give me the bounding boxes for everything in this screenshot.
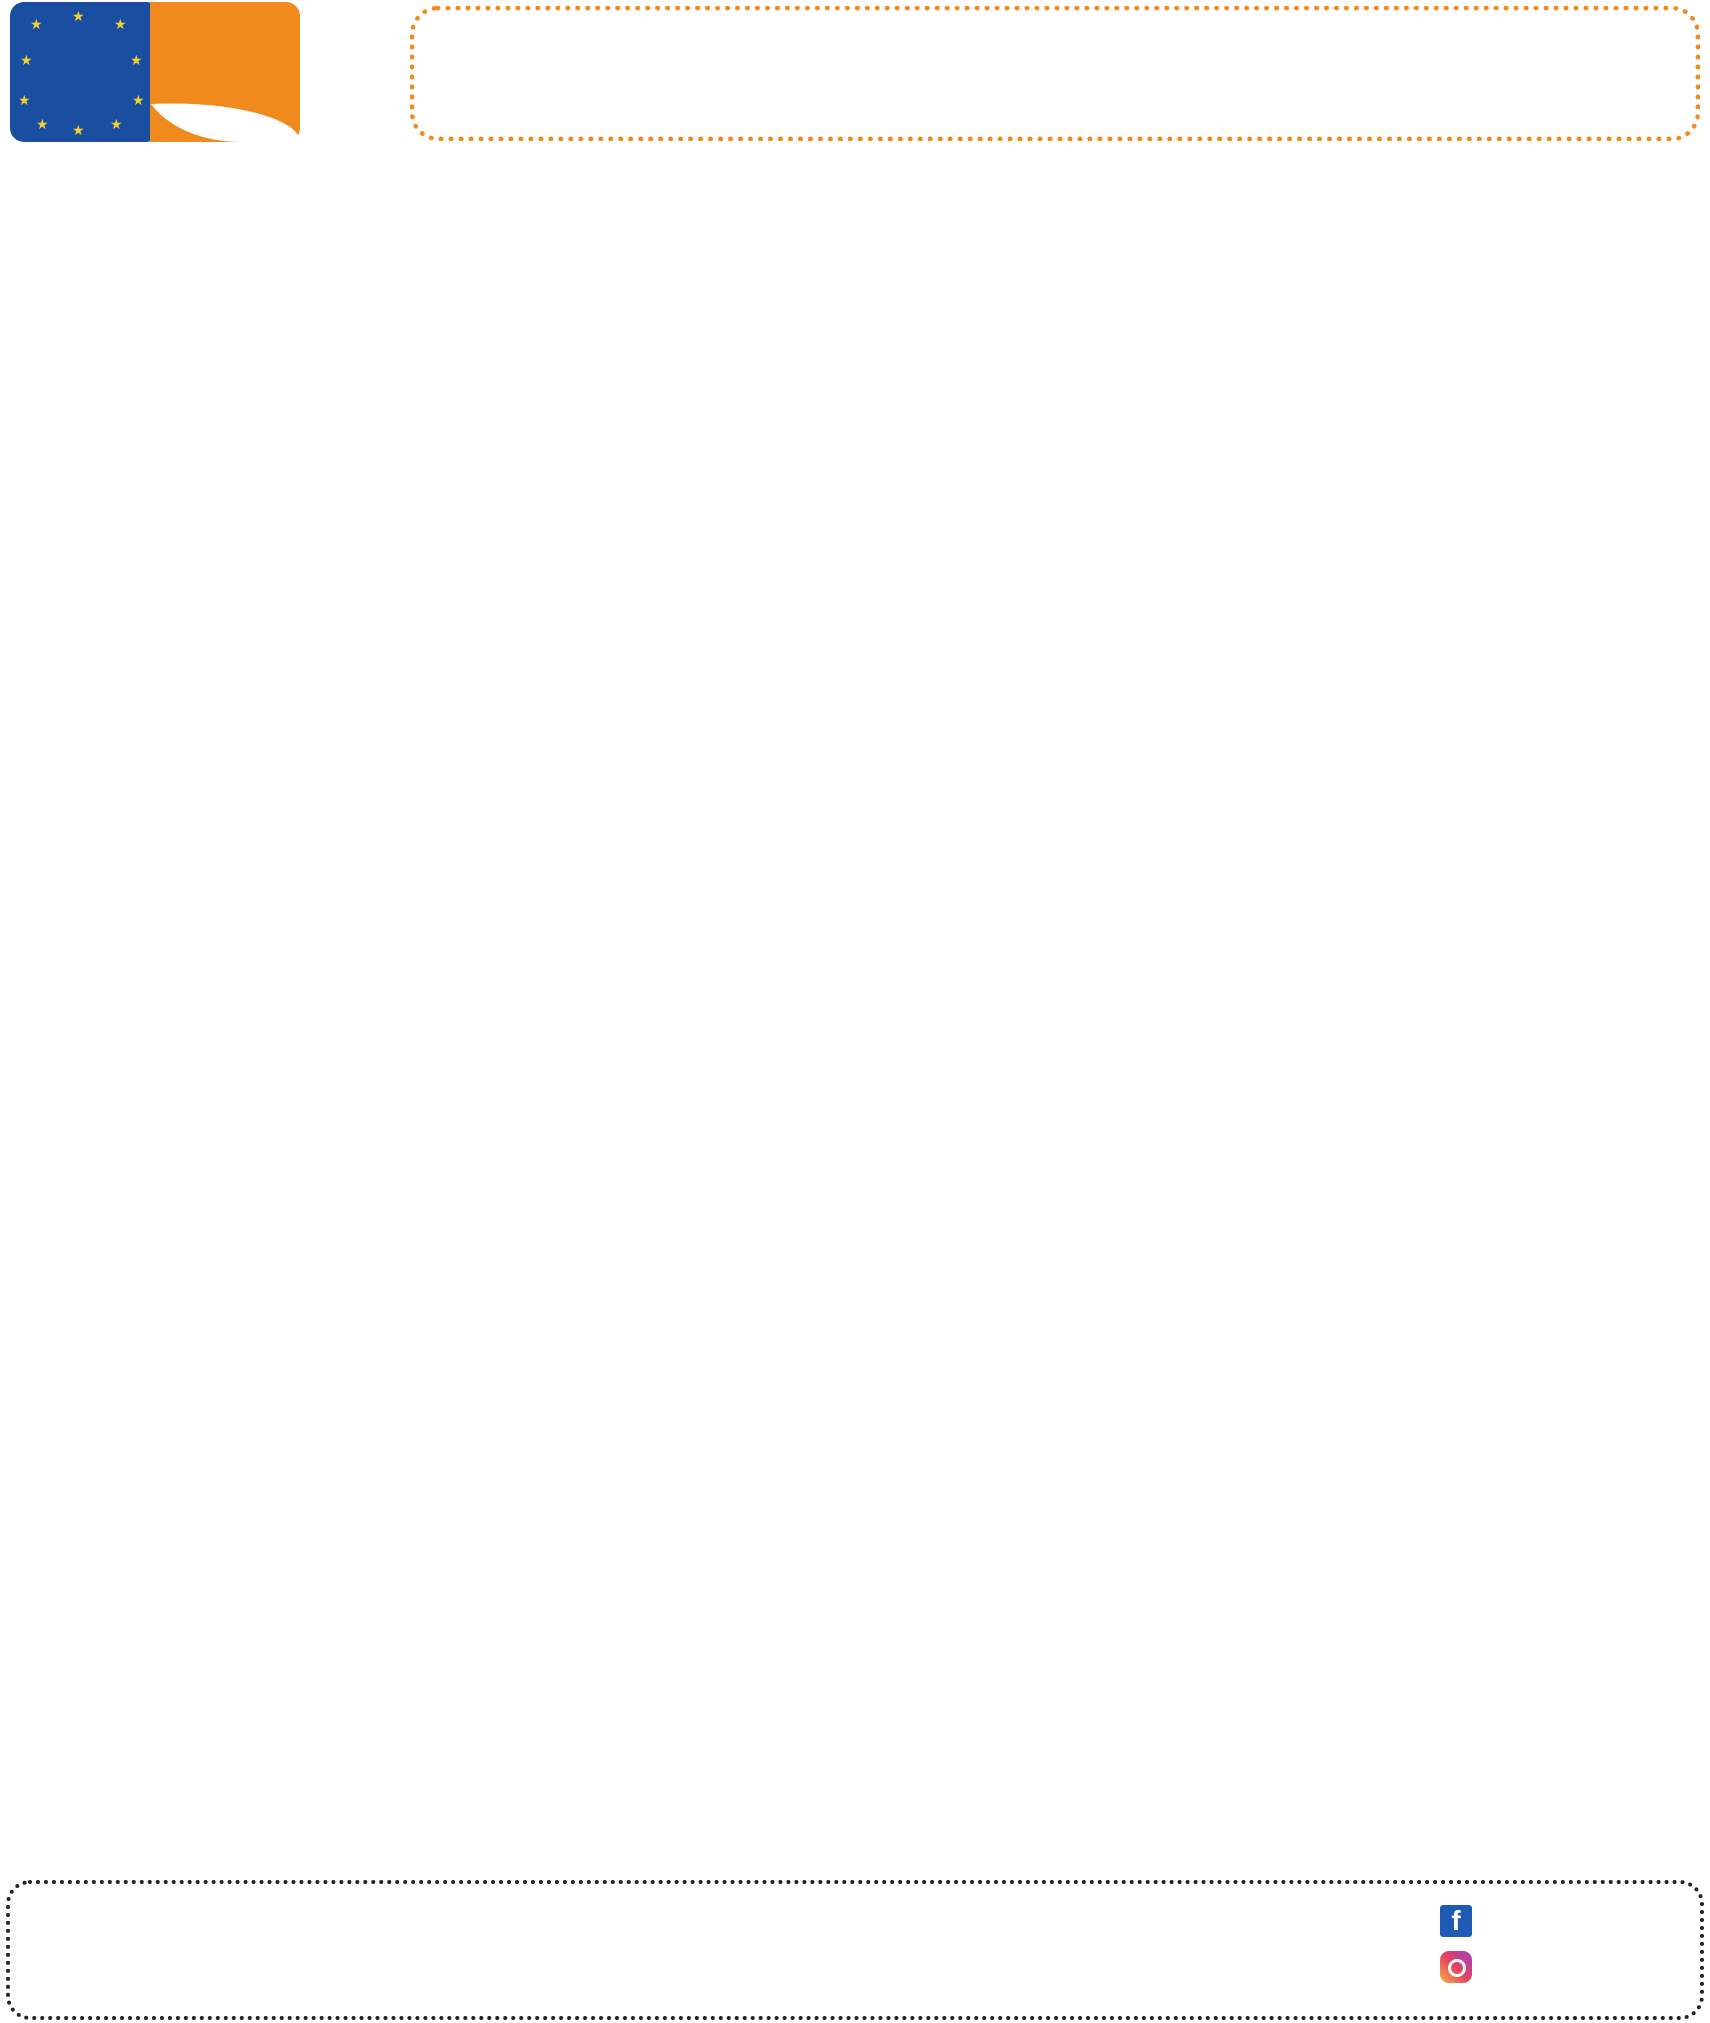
facebook-icon: f [1440,1905,1472,1937]
stars-decoration: ★ ★ ★ ★ ★ ★ ★ ★ ★ ★ [18,8,145,138]
headline-banner [410,6,1700,141]
eurospin-viaggi-logo [10,2,290,142]
viaggi-logo [150,2,300,142]
instagram-link[interactable] [1440,1951,1482,1983]
eurospin-logo [10,2,160,142]
social-links [1440,1905,1482,1997]
instagram-icon [1440,1951,1472,1983]
facebook-link[interactable] [1440,1905,1482,1937]
